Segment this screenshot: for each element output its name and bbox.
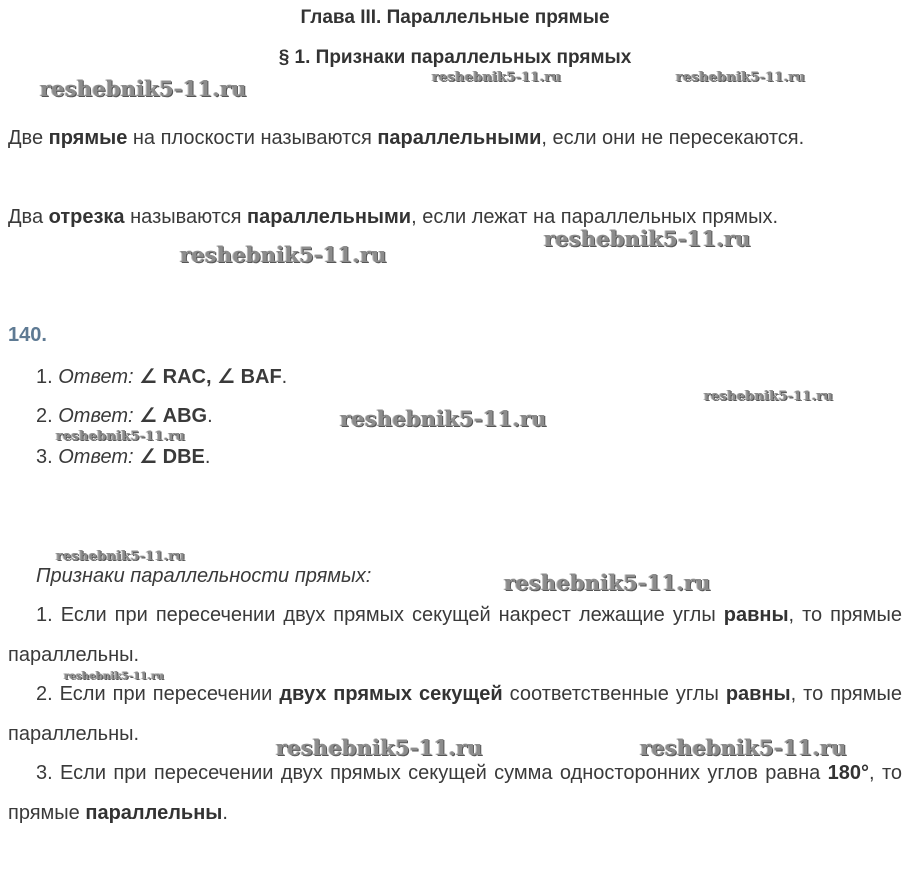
bold-term: равны	[725, 683, 791, 705]
text-span: на плоскости называются	[127, 127, 378, 149]
criteria-title	[36, 564, 371, 588]
bold-term: прямые	[48, 127, 128, 149]
text-span: , то прямые	[8, 762, 903, 824]
answer-3	[36, 445, 210, 469]
watermark: reshebnik5-11.ru	[544, 226, 751, 251]
text-span: , то прямые параллельны.	[8, 683, 903, 745]
bold-term: параллельными	[377, 127, 542, 149]
criteria-title-text: Признаки параллельности прямых:	[36, 565, 372, 587]
criterion-1	[8, 595, 902, 675]
watermark: reshebnik5-11.ru	[704, 389, 834, 404]
answer-label: Ответ:	[58, 446, 134, 468]
text-span: , если они не пересекаются.	[541, 127, 805, 149]
bold-term: равны	[723, 604, 789, 626]
answer-label: Ответ:	[58, 366, 134, 388]
bold-term: параллельными	[247, 206, 412, 228]
bold-term: отрезка	[48, 206, 125, 228]
watermark: reshebnik5-11.ru	[340, 406, 547, 431]
watermark: reshebnik5-11.ru	[432, 70, 562, 85]
answer-end: .	[207, 405, 213, 427]
watermark: reshebnik5-11.ru	[64, 671, 165, 682]
watermark: reshebnik5-11.ru	[56, 549, 186, 564]
answer-index: 1.	[36, 366, 59, 388]
text-span: 1. Если при пересечении двух прямых секущей накрест лежащие углы	[36, 604, 724, 626]
watermark: reshebnik5-11.ru	[640, 735, 847, 760]
answer-value: ∠ ABG	[133, 405, 208, 427]
watermark: reshebnik5-11.ru	[504, 570, 711, 595]
answer-label: Ответ:	[58, 405, 134, 427]
text-span: Два	[8, 206, 49, 228]
watermark: reshebnik5-11.ru	[40, 76, 247, 101]
answer-1	[36, 365, 287, 389]
text-span: называются	[124, 206, 248, 228]
answer-value: ∠ RAC, ∠ BAF	[133, 366, 282, 388]
bold-term: двух прямых секущей	[279, 683, 503, 705]
text-span: , то прямые параллельны.	[8, 604, 902, 666]
answer-2	[36, 404, 213, 428]
answer-index: 3.	[36, 446, 59, 468]
text-span: .	[222, 802, 228, 824]
answer-end: .	[281, 366, 288, 388]
answer-index: 2.	[36, 405, 59, 427]
text-span: 2. Если при пересечении	[36, 683, 280, 705]
watermark: reshebnik5-11.ru	[676, 70, 806, 85]
bold-term: параллельны	[85, 802, 223, 824]
criterion-3	[8, 753, 902, 833]
chapter-title: Глава III. Параллельные прямые	[300, 7, 610, 28]
watermark: reshebnik5-11.ru	[180, 242, 387, 267]
answer-end: .	[204, 446, 211, 468]
definition-segments	[8, 197, 902, 237]
section-title: § 1. Признаки параллельных прямых	[278, 47, 632, 68]
problem-number: 140.	[8, 324, 47, 346]
answer-value: ∠ DBE	[133, 446, 205, 468]
definition-lines	[8, 118, 902, 158]
watermark: reshebnik5-11.ru	[276, 735, 483, 760]
text-span: Две	[8, 127, 49, 149]
text-span: 3. Если при пересечении двух прямых секущей сумма односторонних углов равна	[36, 762, 828, 784]
bold-term: 180°	[827, 762, 870, 784]
text-span: соответственные углы	[502, 683, 726, 705]
text-span: , если лежат на параллельных прямых.	[411, 206, 779, 228]
watermark: reshebnik5-11.ru	[56, 429, 186, 444]
